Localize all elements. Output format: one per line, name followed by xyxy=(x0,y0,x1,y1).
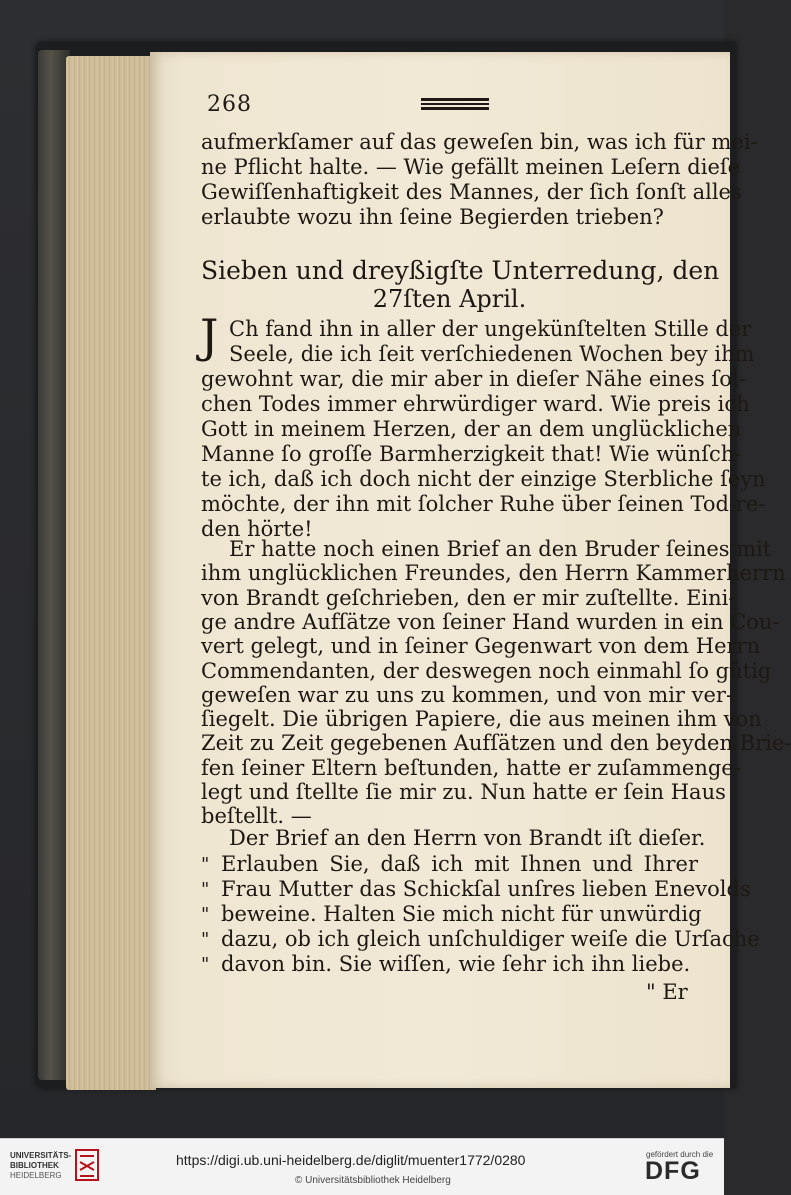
dfg-logo[interactable]: DFG xyxy=(645,1157,701,1185)
text-line: Manne ſo groſſe Barmherzigkeit that! Wie wünſch- xyxy=(201,442,742,466)
text-line: den hörte! xyxy=(201,517,313,541)
text-line: ihm unglücklichen Freundes, den Herrn Kammerherrn xyxy=(201,561,786,586)
text-line: möchte, der ihn mit ſolcher Ruhe über ſeinen Tod re- xyxy=(201,492,766,516)
quote-line: davon bin. Sie wiſſen, wie ſehr ich ihn liebe. xyxy=(221,952,691,976)
text-line: Der Brief an den Herrn von Brandt iſt dieſer. xyxy=(229,826,706,850)
funder-note: gefördert durch die xyxy=(646,1150,714,1159)
page-stack xyxy=(66,56,156,1090)
text-line: Zeit zu Zeit gegebenen Aufſätzen und den beyden Brie- xyxy=(201,731,791,756)
text-line: ge andre Aufſätze von ſeiner Hand wurden in ein Cou- xyxy=(201,609,780,634)
text-line: Gewiſſenhaftigkeit des Mannes, der ſich ſonſt alles xyxy=(201,180,742,204)
section-heading-date: 27ſten April. xyxy=(372,285,527,313)
text-line: beſtellt. — xyxy=(201,804,312,829)
text-line: Commendanten, der deswegen noch einmahl ſo gütig xyxy=(201,658,772,683)
quote-line: beweine. Halten Sie mich nicht für unwürdig xyxy=(221,902,702,926)
text-line: von Brandt geſchrieben, den er mir zuſtellte. Eini- xyxy=(201,585,736,610)
logo-line-1: UNIVERSITÄTS- xyxy=(10,1151,72,1160)
text-line: ſiegelt. Die übrigen Papiere, die aus meinen ihm von xyxy=(201,707,762,732)
text-line: aufmerkſamer auf das geweſen bin, was ich für mei- xyxy=(201,130,758,154)
document-url-link[interactable]: https://digi.ub.uni-heidelberg.de/diglit/muenter1772/0280 xyxy=(176,1152,526,1168)
copyright-notice: © Universitätsbibliothek Heidelberg xyxy=(295,1175,451,1186)
text-line: gewohnt war, die mir aber in dieſer Nähe eines ſol- xyxy=(201,367,746,391)
university-library-logo[interactable] xyxy=(10,1151,71,1181)
header-ornament xyxy=(421,98,489,110)
university-seal-icon xyxy=(74,1148,100,1184)
quote-mark: " xyxy=(201,854,210,875)
text-line: fen ſeiner Eltern beſtunden, hatte er zuſammenge- xyxy=(201,755,741,780)
text-line: ne Pflicht halte. — Wie gefällt meinen Leſern dieſe xyxy=(201,155,741,179)
quote-mark: " xyxy=(201,954,210,975)
text-line: chen Todes immer ehrwürdiger ward. Wie preis ich xyxy=(201,392,750,416)
quote-mark: " xyxy=(201,929,210,950)
text-line: geweſen war zu uns zu kommen, und von mir ver- xyxy=(201,682,734,707)
page-number: 268 xyxy=(207,92,252,117)
quote-line: Frau Mutter das Schickſal unſres lieben Enevolds xyxy=(221,877,751,901)
text-line: vert gelegt, und in ſeiner Gegenwart von dem Herrn xyxy=(201,634,761,659)
text-line: Seele, die ich ſeit verſchiedenen Wochen bey ihm xyxy=(229,342,755,366)
text-line: legt und ſtellte ſie mir zu. Nun hatte er ſein Haus xyxy=(201,780,726,804)
quote-line: Erlauben Sie, daß ich mit Ihnen und Ihrer xyxy=(221,852,698,876)
text-line: te ich, daß ich doch nicht der einzige Sterbliche ſeyn xyxy=(201,467,766,491)
text-line: Gott in meinem Herzen, der an dem unglücklichen xyxy=(201,417,742,441)
catchword: " Er xyxy=(646,980,688,1004)
text-line: Er hatte noch einen Brief an den Bruder ſeines mit xyxy=(229,537,772,561)
quote-mark: " xyxy=(201,904,210,925)
quote-mark: " xyxy=(201,879,210,900)
quote-line: dazu, ob ich gleich unſchuldiger weiſe die Urſache xyxy=(221,927,760,951)
drop-cap: J xyxy=(200,309,219,363)
logo-line-3: HEIDELBERG xyxy=(10,1171,62,1180)
section-heading: Sieben und dreyßigſte Unterredung, den xyxy=(201,256,720,285)
text-line: Ch fand ihn in aller der ungekünſtelten Stille der xyxy=(229,317,752,341)
logo-line-2: BIBLIOTHEK xyxy=(10,1161,59,1170)
text-line: erlaubte wozu ihn ſeine Begierden trieben? xyxy=(201,205,664,229)
